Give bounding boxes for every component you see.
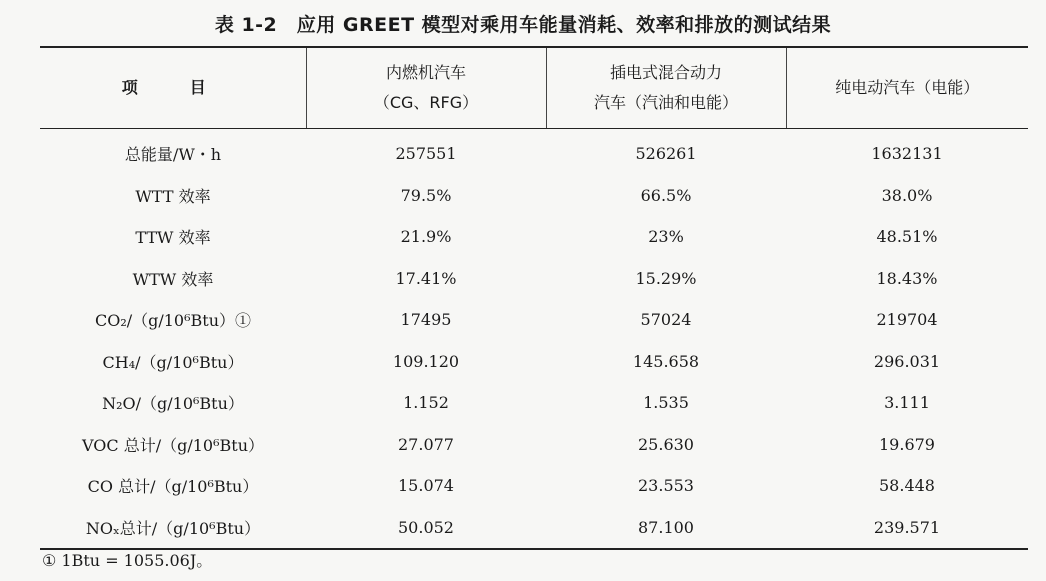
cell-bev: 38.0%	[881, 185, 933, 205]
cell-bev: 19.679	[879, 434, 935, 454]
cell-ice: 109.120	[392, 351, 460, 371]
cell-ice: 27.077	[398, 434, 454, 454]
row-label: CH₄/（g/10⁶Btu）	[102, 352, 244, 372]
header-phev-line1: 插电式混合动力	[609, 63, 722, 82]
table-row	[40, 129, 1028, 175]
row-label: CO₂/（g/10⁶Btu）①	[94, 311, 252, 331]
cell-bev: 3.111	[884, 393, 930, 413]
cell-phev: 23%	[648, 227, 684, 247]
row-label: VOC 总计/（g/10⁶Btu）	[81, 435, 264, 455]
row-label: N₂O/（g/10⁶Btu）	[102, 394, 244, 414]
cell-bev: 58.448	[879, 476, 935, 496]
footnote: ① 1Btu = 1055.06J。	[42, 551, 213, 570]
header-ice-vehicle	[306, 47, 546, 129]
cell-ice: 79.5%	[400, 185, 452, 205]
cell-ice: 15.074	[398, 476, 454, 496]
table-header-row	[40, 47, 1028, 129]
cell-bev: 1632131	[871, 144, 943, 164]
cell-ice: 21.9%	[400, 227, 452, 247]
results-table	[40, 46, 1028, 550]
header-ice-line1: 内燃机汽车	[385, 63, 466, 82]
table-row	[40, 507, 1028, 550]
table-title: 表 1-2 应用 GREET 模型对乘用车能量消耗、效率和排放的测试结果	[214, 14, 832, 36]
header-phev-line2: 汽车（汽油和电能）	[593, 93, 738, 112]
cell-phev: 15.29%	[635, 268, 697, 288]
cell-phev: 66.5%	[640, 185, 692, 205]
cell-ice: 17495	[400, 310, 452, 330]
cell-ice: 50.052	[306, 507, 546, 550]
cell-ice: 17.41%	[395, 268, 457, 288]
row-label: WTW 效率	[132, 269, 214, 289]
cell-phev: 23.553	[638, 476, 694, 496]
table-row	[40, 258, 1028, 300]
cell-phev: 145.658	[632, 351, 700, 371]
cell-phev: 526261	[635, 144, 697, 164]
table-body	[40, 129, 1028, 550]
cell-ice: 1.152	[403, 393, 449, 413]
table-row	[40, 216, 1028, 258]
cell-phev: 57024	[640, 310, 692, 330]
table-row	[40, 299, 1028, 341]
row-label: 总能量/W・h	[124, 145, 222, 165]
cell-bev: 48.51%	[876, 227, 938, 247]
table-row	[40, 341, 1028, 383]
row-label: NOₓ总计/（g/10⁶Btu）	[40, 507, 306, 550]
row-label: WTT 效率	[135, 186, 211, 206]
cell-bev: 18.43%	[876, 268, 938, 288]
table-row	[40, 465, 1028, 507]
cell-bev: 219704	[876, 310, 938, 330]
row-label: CO 总计/（g/10⁶Btu）	[87, 477, 259, 497]
cell-phev: 87.100	[546, 507, 786, 550]
cell-bev: 296.031	[873, 351, 941, 371]
table-row	[40, 382, 1028, 424]
cell-phev: 1.535	[643, 393, 689, 413]
row-label: TTW 效率	[135, 228, 211, 248]
cell-ice: 257551	[395, 144, 457, 164]
header-item: 项 目	[40, 47, 306, 129]
header-bev: 纯电动汽车（电能）	[786, 47, 1028, 129]
table-row	[40, 424, 1028, 466]
header-phev	[546, 47, 786, 129]
header-ice-line2: （CG、RFG）	[373, 93, 479, 112]
cell-phev: 25.630	[638, 434, 694, 454]
cell-bev: 239.571	[786, 507, 1028, 550]
table-row	[40, 175, 1028, 217]
